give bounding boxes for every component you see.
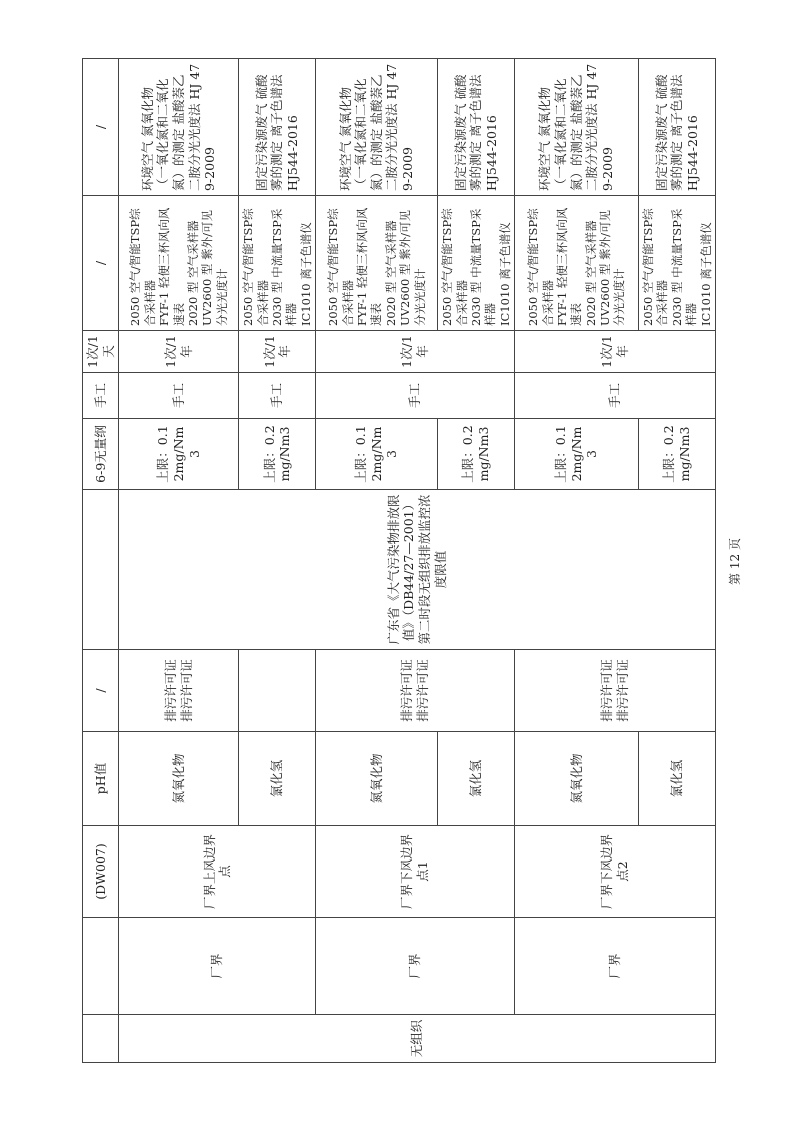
pollutant-cell: 氮氧化物 (119, 732, 239, 826)
source-cell (316, 650, 515, 732)
header-cell: / (83, 59, 119, 196)
instrument-line: FYF-1 轻便三杯风向风速表 (554, 207, 584, 326)
standard-method-cell: 环境空气 氮氧化物（一氧化氮和二氧化氮）的测定 盐酸萘乙二胺分光光度法 HJ 479-2009 (119, 59, 239, 196)
instrument-line: 2020 型 空气采样器 (583, 220, 598, 326)
category-cell: 无组织 (119, 1015, 716, 1063)
source-text: 排污许可证 (614, 659, 630, 722)
source-text: 排污许可证 (599, 659, 615, 722)
header-cell (83, 490, 119, 650)
limit-cell: 上限：0.12mg/Nm3 (316, 419, 438, 490)
point-cell: 厂界下风边界点2 (515, 826, 716, 918)
source-cell (515, 650, 716, 732)
instrument-line: UV2600 型 紫外/可见分光光度计 (598, 210, 627, 326)
limit-cell: 上限：0.2mg/Nm3 (438, 419, 515, 490)
instrument-line: IC1010 离子色谱仪 (497, 222, 512, 326)
method-cell: 手工 (515, 373, 716, 419)
instrument-cell (639, 196, 716, 331)
method-cell: 手工 (119, 373, 239, 419)
instrument-cell (239, 196, 316, 331)
instrument-line: 2030 型 中流量TSP采样器 (270, 208, 299, 326)
instrument-cell (119, 196, 239, 331)
method-cell: 手工 (316, 373, 515, 419)
header-cell: 6-9无量纲 (83, 419, 119, 490)
instrument-line: UV2600 型 紫外/可见分光光度计 (200, 210, 229, 326)
header-cell (83, 918, 119, 1015)
standard-method-cell: 固定污染源废气 硫酸雾的测定 离子色谱法 HJ544-2016 (438, 59, 515, 196)
pollutant-cell: 氯化氢 (639, 732, 716, 826)
instrument-cell (316, 196, 438, 331)
pollutant-cell: 氮氧化物 (515, 732, 639, 826)
page-number: 第 12 页 (728, 538, 742, 585)
instrument-line: 2050 空气/智能TSP综合采样器 (326, 208, 355, 326)
source-text: 排污许可证 (163, 659, 179, 722)
instrument-line: IC1010 离子色谱仪 (298, 222, 313, 326)
header-cell (83, 1015, 119, 1063)
source-text: 排污许可证 (415, 659, 431, 722)
pollutant-cell: 氯化氢 (239, 732, 316, 826)
instrument-line: 2050 空气/智能TSP综合采样器 (641, 208, 670, 326)
monitoring-table (82, 58, 716, 1063)
limit-cell: 上限：0.2mg/Nm3 (239, 419, 316, 490)
type-cell: 厂界 (119, 918, 316, 1015)
header-cell: 手工 (83, 373, 119, 419)
header-cell: 1次/1天 (83, 331, 119, 373)
source-cell (119, 650, 239, 732)
standard-method-cell: 环境空气 氮氧化物（一氧化氮和二氧化氮）的测定 盐酸萘乙二胺分光光度法 HJ 479-2009 (316, 59, 438, 196)
type-cell: 厂界 (515, 918, 716, 1015)
point-cell: 厂界下风边界点1 (316, 826, 515, 918)
instrument-line: FYF-1 轻便三杯风向风速表 (157, 207, 186, 326)
source-text: 排污许可证 (178, 659, 194, 722)
standard-method-cell: 固定污染源废气 硫酸雾的测定 离子色谱法 HJ544-2016 (239, 59, 316, 196)
frequency-cell: 1次/1年 (239, 331, 316, 373)
table-row (119, 59, 239, 1063)
instrument-line: 2050 空气/智能TSP综合采样器 (241, 208, 270, 326)
instrument-line: 2050 空气/智能TSP综合采样器 (128, 208, 157, 326)
limit-cell: 上限：0.2mg/Nm3 (639, 419, 716, 490)
instrument-line: 2050 空气/智能TSP综合采样器 (526, 208, 555, 326)
instrument-cell (515, 196, 639, 331)
header-row (83, 59, 119, 1063)
type-cell: 厂界 (316, 918, 515, 1015)
instrument-line: UV2600 型 紫外/可见分光光度计 (398, 210, 427, 326)
pollutant-cell: 氯化氢 (438, 732, 515, 826)
instrument-line: FYF-1 轻便三杯风向风速表 (355, 207, 384, 326)
standard-cell: 广东省《大气污染物排放限值》（DB44/27—2001）第二时段无组织排放监控浓度限值 (119, 490, 716, 650)
instrument-cell (438, 196, 515, 331)
pollutant-cell: 氮氧化物 (316, 732, 438, 826)
frequency-cell: 1次/1年 (515, 331, 716, 373)
limit-cell: 上限：0.12mg/Nm3 (515, 419, 639, 490)
frequency-cell: 1次/1年 (119, 331, 239, 373)
header-cell: pH值 (83, 732, 119, 826)
source-cell (239, 650, 316, 732)
instrument-line: 2020 型 空气采样器 (185, 220, 200, 326)
header-cell: (DW007) (83, 826, 119, 918)
limit-cell: 上限：0.12mg/Nm3 (119, 419, 239, 490)
instrument-line: 2020 型 空气采样器 (383, 220, 398, 326)
source-text: 排污许可证 (399, 659, 415, 722)
standard-method-cell: 固定污染源废气 硫酸雾的测定 离子色谱法 HJ544-2016 (639, 59, 716, 196)
point-cell: 厂界上风边界点 (119, 826, 316, 918)
frequency-cell: 1次/1年 (316, 331, 515, 373)
method-cell: 手工 (239, 373, 316, 419)
instrument-line: 2050 空气/智能TSP综合采样器 (440, 208, 469, 326)
header-cell: / (83, 650, 119, 732)
instrument-line: 2030 型 中流量TSP采样器 (468, 208, 498, 326)
instrument-line: 2030 型 中流量TSP采样器 (669, 208, 699, 326)
standard-method-cell: 环境空气 氮氧化物（一氧化氮和二氧化氮）的测定 盐酸萘乙二胺分光光度法 HJ 479-2009 (515, 59, 639, 196)
header-cell: / (83, 196, 119, 331)
instrument-line: IC1010 离子色谱仪 (698, 222, 713, 326)
